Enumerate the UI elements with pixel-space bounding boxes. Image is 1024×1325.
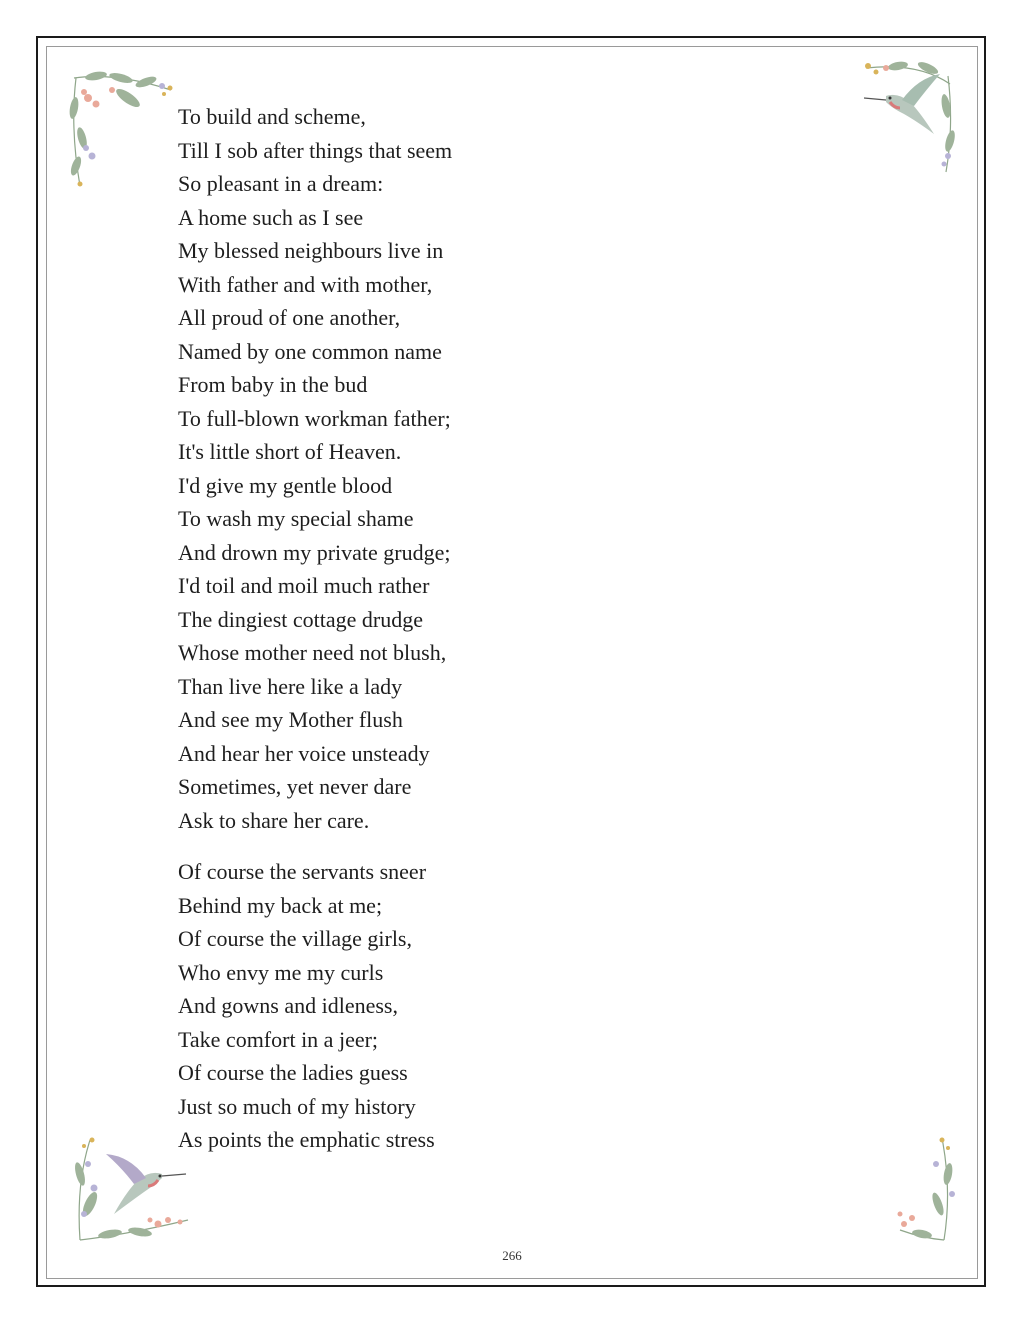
hummingbird-floral-icon xyxy=(858,56,958,176)
poem-line: Than live here like a lady xyxy=(178,673,403,699)
poem-line: A home such as I see xyxy=(178,204,364,230)
poem-line: To wash my special shame xyxy=(178,506,414,531)
poem-line: Till I sob after things that seem xyxy=(178,137,453,163)
poem-line: With father and with mother, xyxy=(178,271,433,297)
poem-line: To build and scheme, xyxy=(178,104,366,129)
poem-line: Ask to share her care. xyxy=(178,807,370,833)
stanza xyxy=(178,855,698,1157)
poem-line: From baby in the bud xyxy=(178,372,368,397)
poem-line: I'd give my gentle blood xyxy=(178,472,393,498)
poem-line: So pleasant in a dream: xyxy=(178,171,384,196)
page-number: 266 xyxy=(502,1248,522,1263)
floral-corner-icon xyxy=(66,68,181,193)
poem-line: The dingiest cottage drudge xyxy=(178,606,423,632)
poem-line: Behind my back at me; xyxy=(178,892,383,918)
poem-line: And gowns and idleness, xyxy=(178,993,398,1018)
poem-line: Who envy me my curls xyxy=(178,959,384,985)
poem-line: Whose mother need not blush, xyxy=(178,640,447,665)
poem-line: Take comfort in a jeer; xyxy=(178,1026,379,1052)
stanza xyxy=(178,100,698,837)
poem-line: Of course the village girls, xyxy=(178,926,412,951)
poem-line: Just so much of my history xyxy=(178,1093,416,1119)
poem-text xyxy=(178,100,698,1157)
poem-line: And drown my private grudge; xyxy=(178,539,451,565)
hummingbird-floral-icon xyxy=(70,1134,195,1246)
poem-line: My blessed neighbours live in xyxy=(178,238,444,263)
poem-line: All proud of one another, xyxy=(178,305,401,330)
poem-line: To full-blown workman father; xyxy=(178,405,451,431)
poem-line: Of course the ladies guess xyxy=(178,1060,408,1085)
poem-line: Of course the servants sneer xyxy=(178,859,427,884)
poem-line: Sometimes, yet never dare xyxy=(178,774,412,799)
poem-line: And hear her voice unsteady xyxy=(178,740,430,766)
poem-line: I'd toil and moil much rather xyxy=(178,573,430,598)
poem-line: It's little short of Heaven. xyxy=(178,439,402,464)
poem-line: Named by one common name xyxy=(178,338,442,364)
poem-line: And see my Mother flush xyxy=(178,707,403,732)
poem-line: As points the emphatic stress xyxy=(178,1127,435,1152)
floral-sprig-icon xyxy=(892,1134,962,1246)
